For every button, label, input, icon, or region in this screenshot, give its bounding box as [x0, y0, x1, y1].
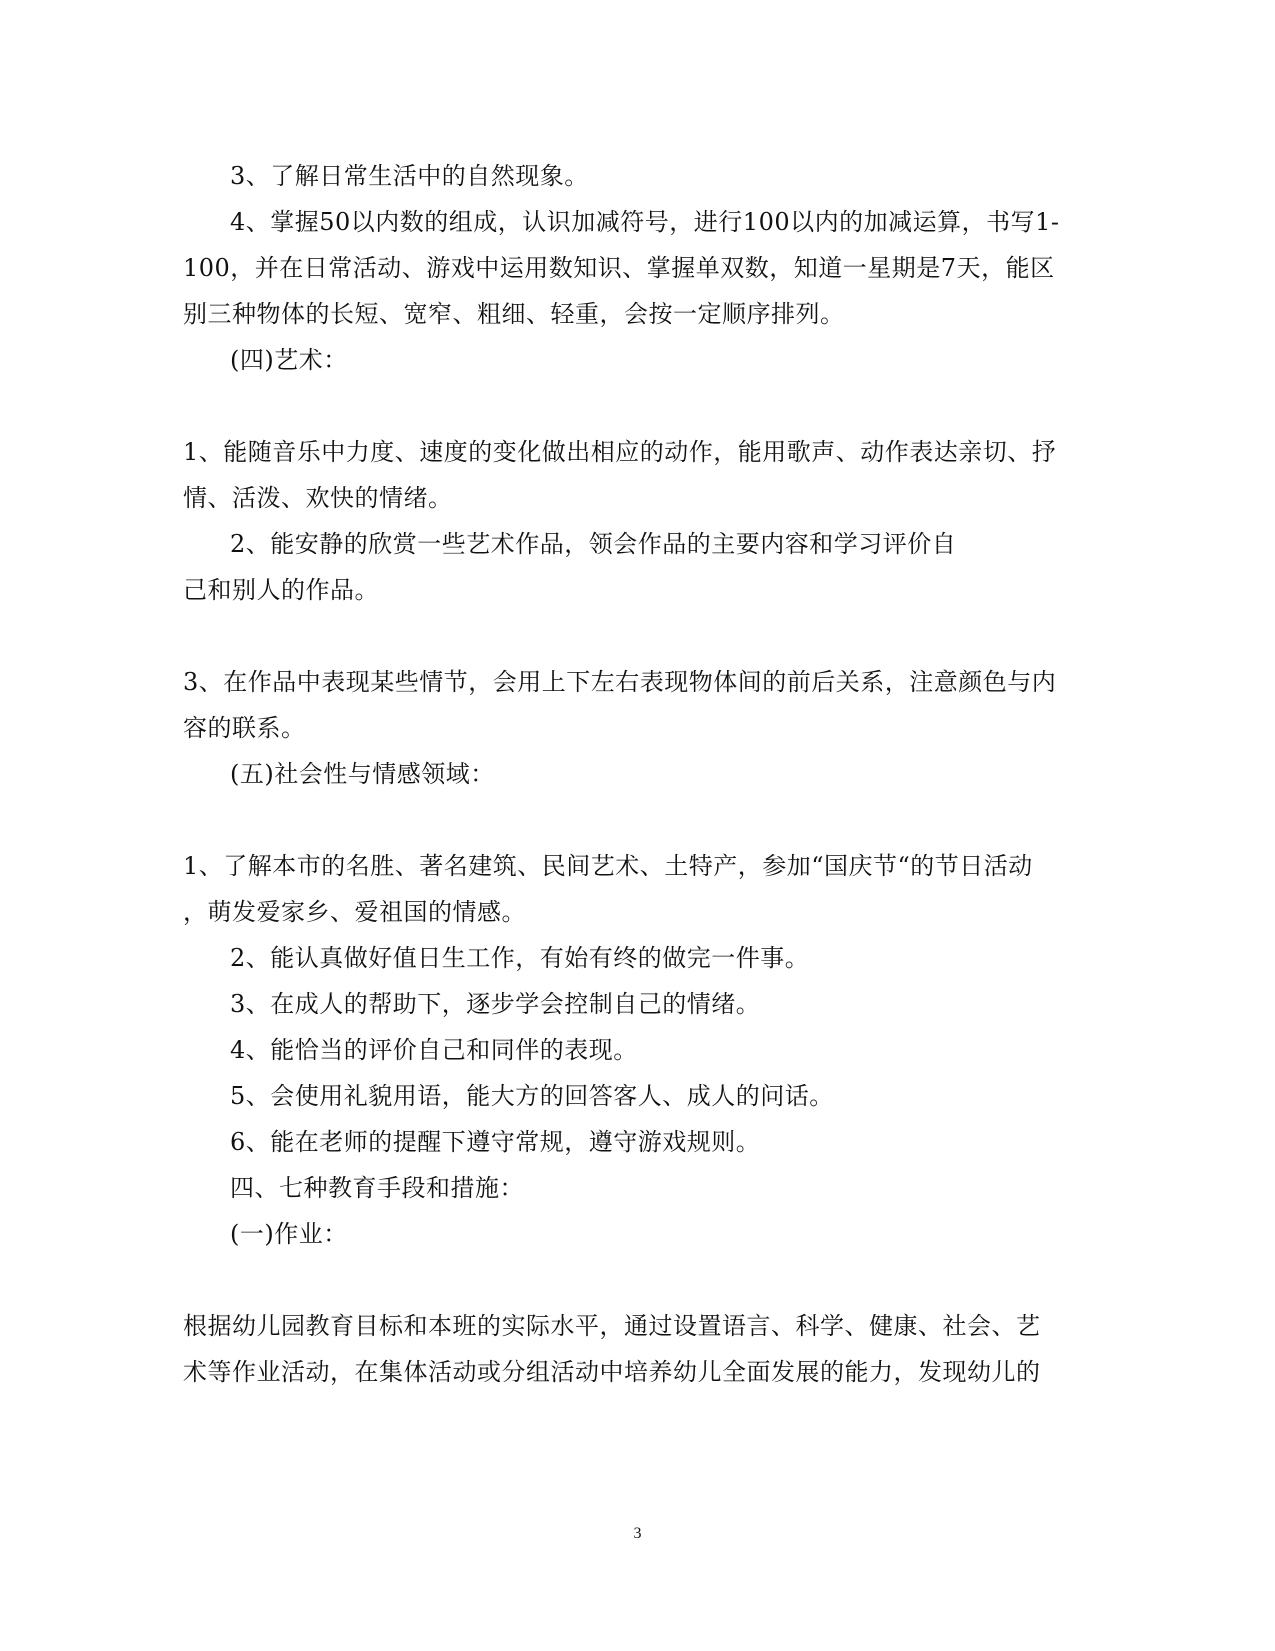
text-line: 100，并在日常活动、游戏中运用数知识、掌握单双数，知道一星期是7天，能区 [183, 254, 1055, 282]
section-heading: (五)社会性与情感领域： [230, 760, 495, 788]
text-line: 根据幼儿园教育目标和本班的实际水平，通过设置语言、科学、健康、社会、艺 [183, 1312, 1041, 1340]
text-line: 容的联系。 [183, 714, 306, 742]
section-heading: (一)作业： [230, 1220, 348, 1248]
section-heading: 四、七种教育手段和措施： [230, 1174, 524, 1202]
text-line: 3、在作品中表现某些情节，会用上下左右表现物体间的前后关系，注意颜色与内 [183, 668, 1057, 696]
text-line: 2、能认真做好值日生工作，有始有终的做完一件事。 [230, 944, 810, 972]
text-line: 术等作业活动，在集体活动或分组活动中培养幼儿全面发展的能力，发现幼儿的 [183, 1358, 1041, 1386]
text-line: 5、会使用礼貌用语，能大方的回答客人、成人的问话。 [230, 1082, 834, 1110]
text-line: 己和别人的作品。 [183, 576, 379, 604]
text-line: 4、能恰当的评价自己和同伴的表现。 [230, 1036, 638, 1064]
text-line: 1、能随音乐中力度、速度的变化做出相应的动作，能用歌声、动作表达亲切、抒 [183, 438, 1057, 466]
text-line: 4、掌握50以内数的组成，认识加减符号，进行100以内的加减运算，书写1- [230, 208, 1060, 236]
section-heading: (四)艺术： [230, 346, 348, 374]
text-line: 2、能安静的欣赏一些艺术作品，领会作品的主要内容和学习评价自 [230, 530, 957, 558]
text-line: ，萌发爱家乡、爱祖国的情感。 [183, 898, 526, 926]
page-number: 3 [633, 1525, 642, 1542]
text-line: 别三种物体的长短、宽窄、粗细、轻重，会按一定顺序排列。 [183, 300, 845, 328]
text-line: 3、了解日常生活中的自然现象。 [230, 162, 589, 190]
text-line: 1、了解本市的名胜、著名建筑、民间艺术、土特产，参加“国庆节“的节日活动 [183, 852, 1033, 880]
text-line: 3、在成人的帮助下，逐步学会控制自己的情绪。 [230, 990, 761, 1018]
text-line: 情、活泼、欢快的情绪。 [183, 484, 453, 512]
text-line: 6、能在老师的提醒下遵守常规，遵守游戏规则。 [230, 1128, 761, 1156]
